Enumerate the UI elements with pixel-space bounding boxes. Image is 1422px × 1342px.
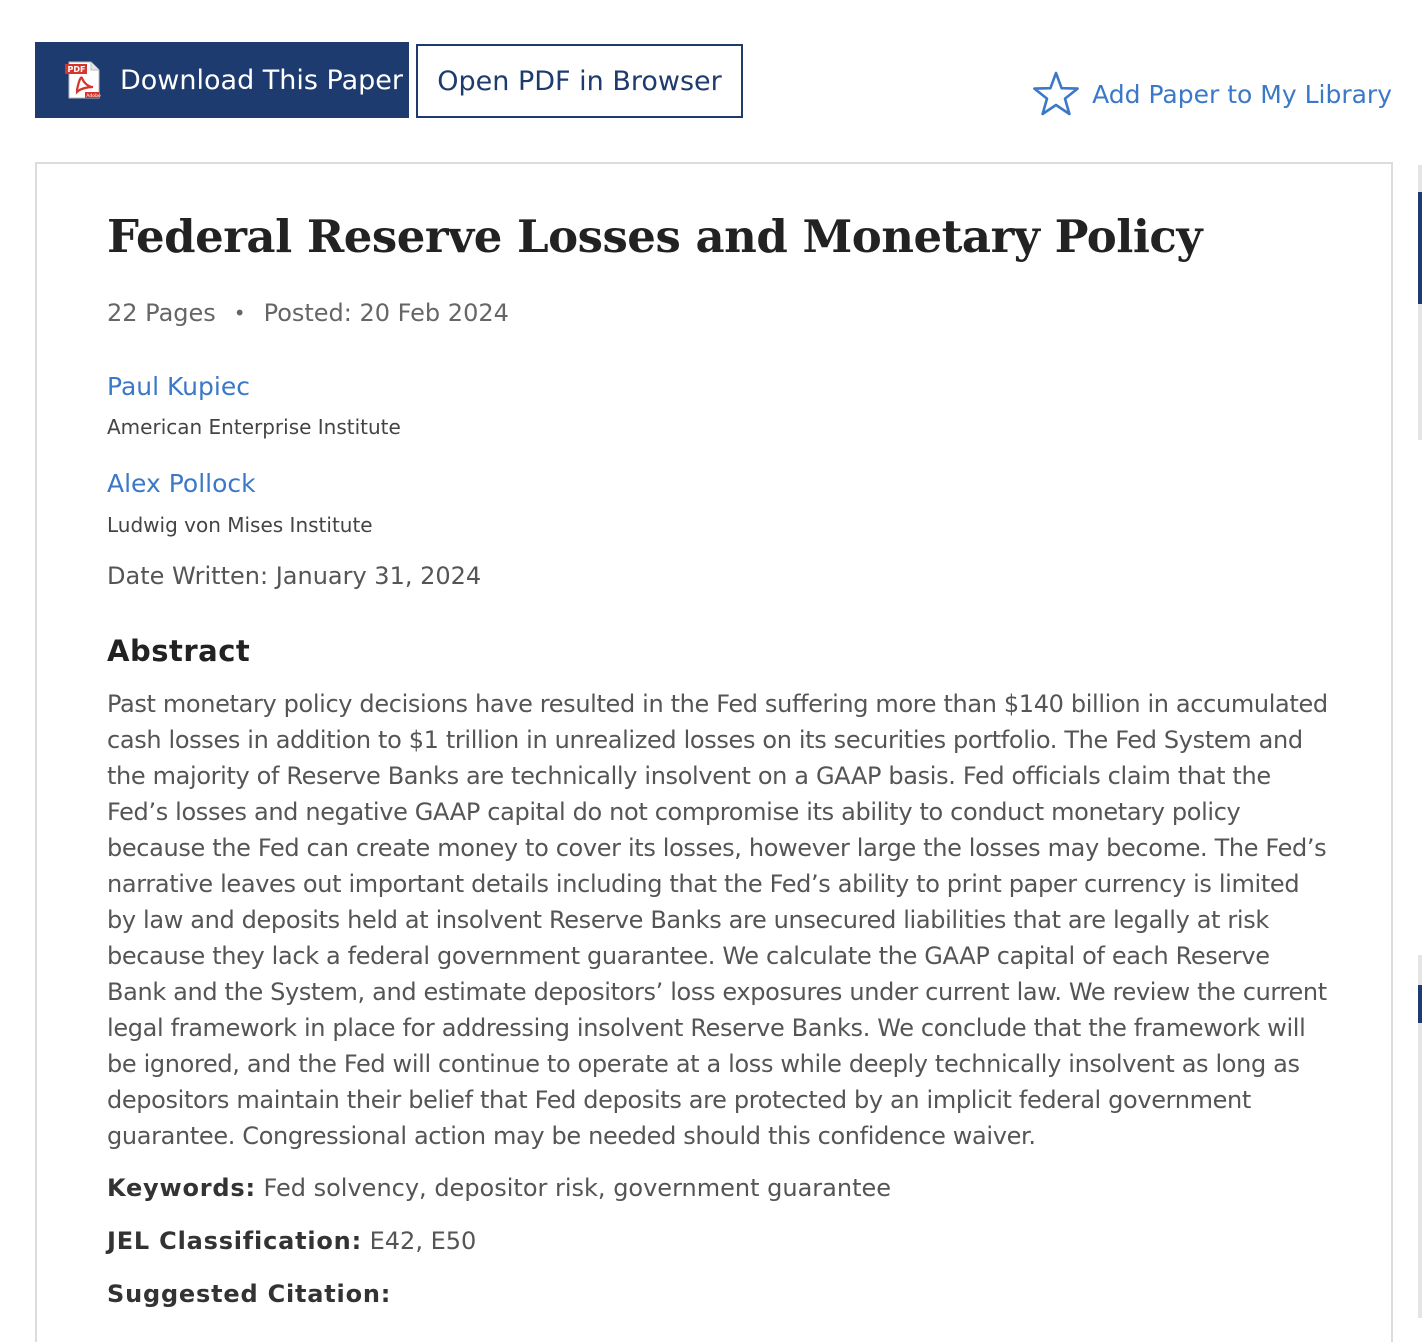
date-written: Date Written: January 31, 2024 xyxy=(107,562,482,590)
svg-text:Adobe: Adobe xyxy=(86,93,101,99)
author-affiliation: American Enterprise Institute xyxy=(107,415,401,439)
star-outline-icon xyxy=(1032,70,1080,118)
paper-meta xyxy=(107,299,509,327)
suggested-citation-row xyxy=(107,1280,391,1308)
paper-title: Federal Reserve Losses and Monetary Policy xyxy=(107,210,1202,263)
author-link[interactable]: Paul Kupiec xyxy=(107,372,250,401)
add-to-library-label: Add Paper to My Library xyxy=(1092,79,1392,109)
sidebar-panel-accent xyxy=(1418,192,1422,304)
pdf-icon xyxy=(63,60,105,100)
author-affiliation: Ludwig von Mises Institute xyxy=(107,513,373,537)
open-pdf-browser-button[interactable]: Open PDF in Browser xyxy=(416,44,743,118)
sidebar-panel-accent xyxy=(1418,985,1422,1023)
add-to-library-link[interactable] xyxy=(1032,70,1392,118)
abstract-text: Past monetary policy decisions have resulted in the Fed suffering more than $140 billion in accumulated cash losses in addition to $1 trillion in unrealized losses on its securities portfolio. The Fed System and the majority of Reserve Banks are technically insolvent on a GAAP basis. Fed officials claim that the Fed’s losses and negative GAAP capital do not compromise its ability to conduct monetary policy because the Fed can create money to cover its losses, however large the losses may become. The Fed’s narrative leaves out important details including that the Fed’s ability to print paper currency is limited by law and deposits held at insolvent Reserve Banks are unsecured liabilities that are legally at risk because they lack a federal government guarantee. We calculate the GAAP capital of each Reserve Bank and the System, and estimate depositors’ loss exposures under current law. We review the current legal framework in place for addressing insolvent Reserve Banks. We conclude that the framework will be ignored, and the Fed will continue to operate at a loss while deeply technically insolvent as long as depositors maintain their belief that Fed deposits are protected by an implicit federal government guarantee. Congressional action may be needed should this confidence waiver. xyxy=(107,690,1328,1150)
suggested-citation-label: Suggested Citation: xyxy=(107,1280,392,1308)
keywords-label: Keywords: xyxy=(107,1174,256,1202)
meta-separator: • xyxy=(233,301,246,325)
svg-text:PDF: PDF xyxy=(67,65,86,75)
jel-value: E42, E50 xyxy=(369,1227,477,1255)
download-paper-button[interactable] xyxy=(35,42,409,118)
paper-toolbar xyxy=(0,0,1422,150)
download-paper-label: Download This Paper xyxy=(120,64,404,96)
jel-classification-row xyxy=(107,1227,476,1255)
keywords-row xyxy=(107,1174,891,1202)
paper-details-card xyxy=(35,162,1393,1342)
page-count: 22 Pages xyxy=(107,299,216,327)
jel-label: JEL Classification: xyxy=(107,1227,362,1255)
author-link[interactable]: Alex Pollock xyxy=(107,469,256,498)
abstract-heading: Abstract xyxy=(107,634,251,668)
posted-date: Posted: 20 Feb 2024 xyxy=(263,299,509,327)
keywords-value: Fed solvency, depositor risk, government guarantee xyxy=(263,1174,892,1202)
